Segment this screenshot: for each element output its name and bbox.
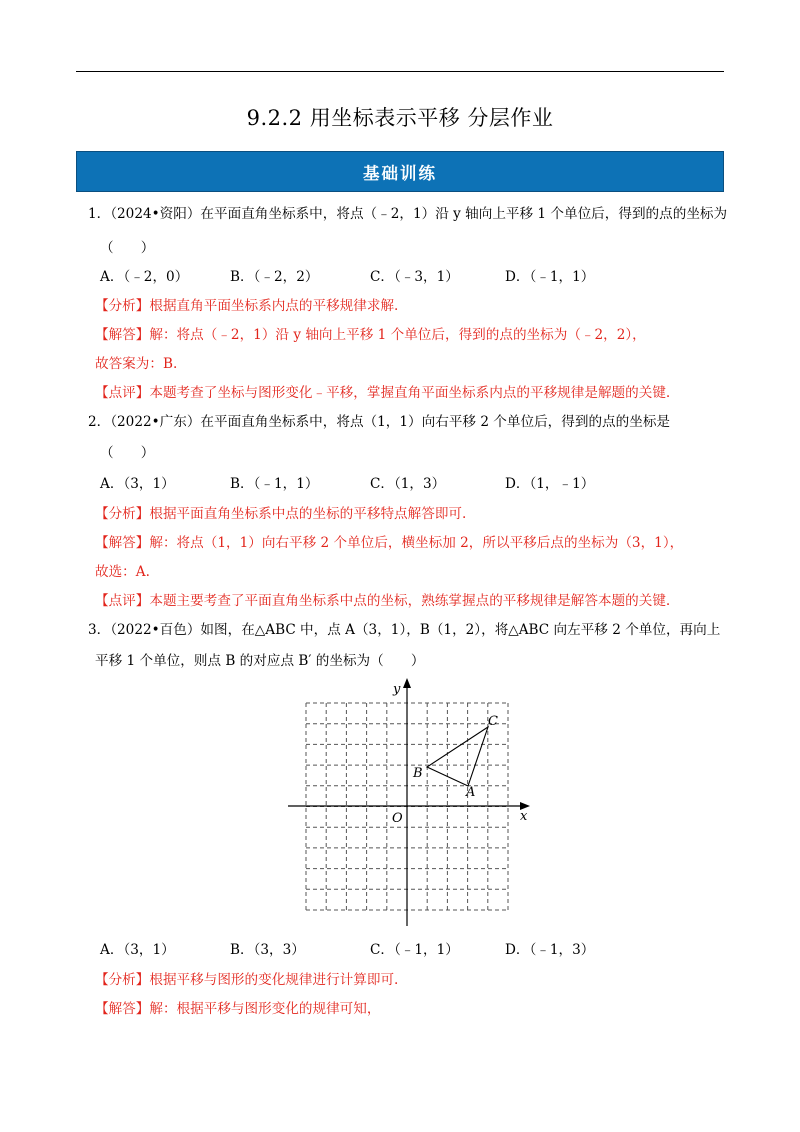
q3-stem-line2: 平移 1 个单位，则点 B 的对应点 B′ 的坐标为（ ）	[95, 653, 425, 669]
y-axis-arrow	[403, 678, 411, 688]
q1-analysis: 【分析】根据直角平面坐标系内点的平移规律求解.	[95, 298, 399, 314]
q3-option-c: C．（﹣1，1）	[370, 942, 459, 958]
y-axis-label: y	[393, 682, 401, 697]
q3-option-a: A．（3，1）	[100, 942, 175, 958]
q1-option-a: A．（﹣2，0）	[100, 269, 189, 285]
q2-option-a: A．（3，1）	[100, 476, 175, 492]
q3-option-d: D．（﹣1，3）	[505, 942, 595, 958]
x-axis-label: x	[520, 809, 528, 824]
coordinate-grid-figure	[286, 676, 536, 931]
q2-stem-line1: 2．（2022•广东）在平面直角坐标系中，将点（1，1）向右平移 2 个单位后，得到的点的坐标是	[88, 414, 671, 430]
origin-label: O	[392, 811, 403, 826]
q1-comment: 【点评】本题考查了坐标与图形变化﹣平移，掌握直角平面坐标系内点的平移规律是解题的关键.	[95, 385, 671, 401]
q1-answer-line1: 【解答】解：将点（﹣2，1）沿 y 轴向上平移 1 个单位后，得到的点的坐标为（﹣2，2），	[95, 327, 646, 343]
q3-answer-line1: 【解答】解：根据平移与图形变化的规律可知，	[95, 1001, 381, 1017]
q1-option-c: C．（﹣3，1）	[370, 269, 459, 285]
q1-option-b: B．（﹣2，2）	[230, 269, 319, 285]
document-title: 9.2.2 用坐标表示平移 分层作业	[246, 106, 554, 130]
q3-analysis: 【分析】根据平移与图形的变化规律进行计算即可.	[95, 972, 399, 988]
q2-analysis: 【分析】根据平面直角坐标系中点的坐标的平移特点解答即可.	[95, 506, 467, 522]
point-a-label: A	[466, 785, 476, 800]
point-c-label: C	[488, 714, 498, 729]
q2-answer-line2: 故选：A.	[95, 564, 150, 580]
section-banner: 基础训练	[76, 151, 724, 192]
q1-answer-line2: 故答案为：B.	[95, 356, 178, 372]
triangle-abc	[427, 727, 488, 786]
q2-comment: 【点评】本题主要考查了平面直角坐标系中点的坐标，熟练掌握点的平移规律是解答本题的关键.	[95, 593, 671, 609]
q1-option-d: D．（﹣1，1）	[505, 269, 595, 285]
q2-stem-line2: （ ）	[100, 445, 155, 461]
q2-option-d: D．（1，﹣1）	[505, 476, 595, 492]
point-b-label: B	[413, 766, 423, 781]
header-rule	[76, 71, 724, 72]
q2-option-b: B．（﹣1，1）	[230, 476, 319, 492]
q2-answer-line1: 【解答】解：将点（1，1）向右平移 2 个单位后，横坐标加 2，所以平移后点的坐标为（3，1），	[95, 535, 684, 551]
q2-option-c: C．（1，3）	[370, 476, 446, 492]
grid-svg	[286, 676, 536, 931]
q1-stem-line1: 1．（2024•资阳）在平面直角坐标系中，将点（﹣2，1）沿 y 轴向上平移 1 个单位后，得到的点的坐标为	[88, 206, 728, 222]
q1-stem-line2: （ ）	[100, 240, 155, 256]
q3-option-b: B．（3，3）	[230, 942, 305, 958]
q3-stem-line1: 3．（2022•百色）如图，在△ABC 中，点 A（3，1），B（1，2），将△ABC 向左平移 2 个单位，再向上	[88, 622, 721, 638]
